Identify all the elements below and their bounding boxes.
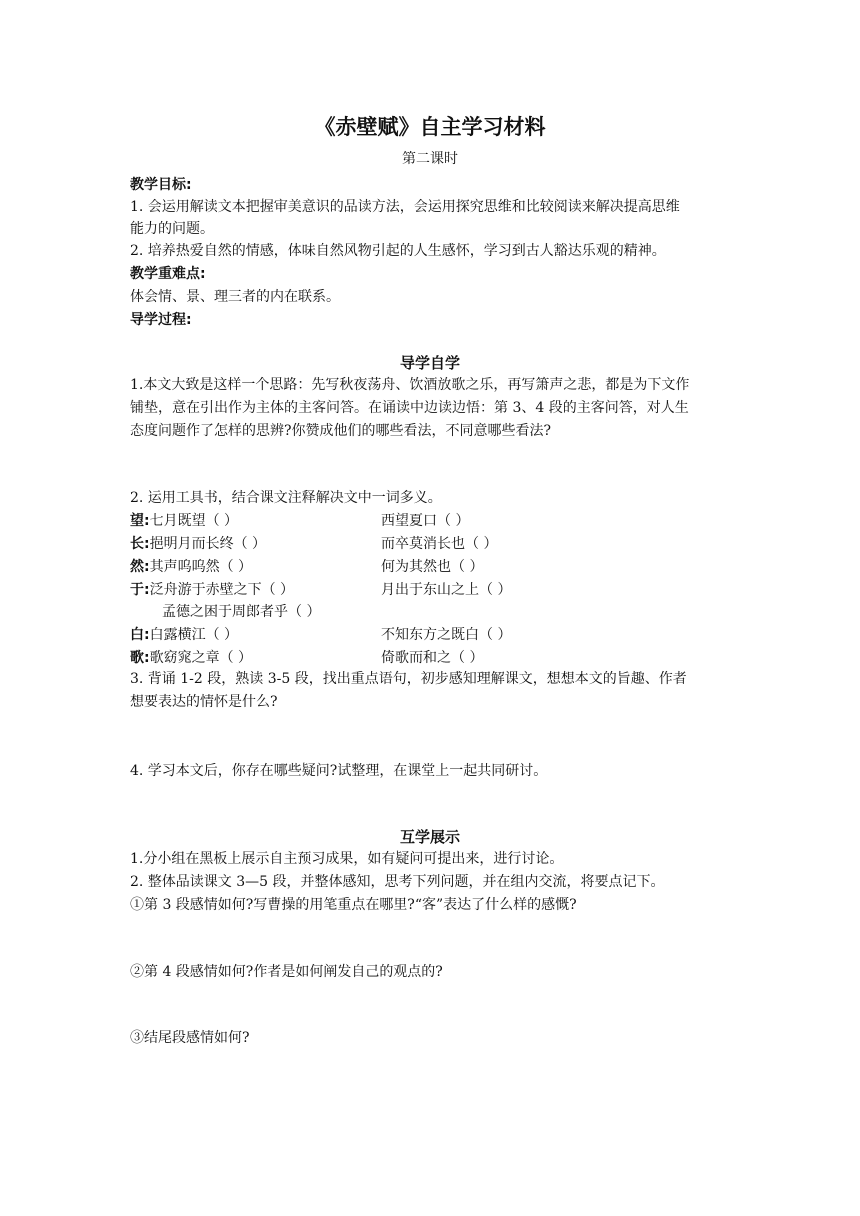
word-row [130,579,512,601]
word-key: 于: [130,582,150,598]
question-4: 4. 学习本文后，你存在哪些疑问?试整理，在课堂上一起共同研讨。 [130,763,548,779]
mutual-point-2: 2. 整体品读课文 3—5 段，并整体感知，思考下列问题，并在组内交流，将要点记下。 [130,874,665,890]
word-row [162,601,320,623]
question-2: 2. 运用工具书，结合课文注释解决文中一词多义。 [130,490,442,506]
word-usage-a: 歌窈窕之章（ ） [149,650,253,666]
question-1-line-2: 铺垫，意在引出作为主体的主客问答。在诵读中边读边悟：第 3、4 段的主客问答，对人生 [130,400,689,416]
word-key: 长: [130,536,150,552]
question-1-line-3: 态度问题作了怎样的思辨?你赞成他们的哪些看法，不同意哪些看法? [130,423,552,439]
word-usage-a: 泛舟游于赤壁之下（ ） [149,582,295,598]
document-subtitle: 第二课时 [402,151,458,167]
question-3-line-2: 想要表达的情怀是什么? [130,694,278,710]
self-study-heading: 导学自学 [399,354,460,372]
word-key: 白: [130,627,150,643]
word-usage-a: 挹明月而长终（ ） [149,536,267,552]
mutual-point-1: 1.分小组在黑板上展示自主预习成果，如有疑问可提出来，进行讨论。 [130,851,564,867]
word-row [130,510,470,532]
word-usage-b: 倚歌而和之（ ） [381,650,484,666]
word-usage-b: 而卒莫消长也（ ） [381,536,498,552]
document-title: 《赤壁赋》自主学习材料 [314,115,546,139]
word-usage-b: 何为其然也（ ） [381,559,484,575]
word-usage-a: 其声呜呜然（ ） [149,559,253,575]
word-usage-a: 白露横江（ ） [149,627,239,643]
word-row [130,533,498,555]
word-row [130,624,512,646]
process-heading: 导学过程: [130,312,192,328]
word-usage-a: 孟德之困于周郎者乎（ ） [162,604,321,620]
key-points-heading: 教学重难点: [130,266,206,282]
word-key: 望: [130,513,150,529]
word-usage-b: 月出于东山之上（ ） [381,582,512,598]
mutual-heading: 互学展示 [399,828,460,846]
objectives-heading: 教学目标: [130,177,192,193]
word-row [130,647,484,669]
question-1-line-1: 1.本文大致是这样一个思路：先写秋夜荡舟、饮酒放歌之乐，再写箫声之悲，都是为下文作 [130,377,690,393]
word-usage-a: 七月既望（ ） [149,513,239,529]
key-points-text: 体会情、景、理三者的内在联系。 [130,289,340,305]
word-usage-b: 西望夏口（ ） [381,513,470,529]
word-row [130,556,484,578]
mutual-sub-question-3: ③结尾段感情如何? [130,1030,250,1046]
objective-1-line-2: 能力的问题。 [130,221,214,237]
word-key: 歌: [130,650,150,666]
mutual-sub-question-1: ①第 3 段感情如何?写曹操的用笔重点在哪里?“客”表达了什么样的感慨? [130,897,577,913]
objective-2: 2. 培养热爱自然的情感，体味自然风物引起的人生感怀，学习到古人豁达乐观的精神。 [130,243,666,259]
objective-1-line-1: 1. 会运用解读文本把握审美意识的品读方法，会运用探究思维和比较阅读来解决提高思维 [130,199,680,215]
question-3-line-1: 3. 背诵 1-2 段，熟读 3-5 段，找出重点语句，初步感知理解课文，想想本文的旨趣、作者 [130,671,687,687]
mutual-sub-question-2: ②第 4 段感情如何?作者是如何阐发自己的观点的? [130,964,443,980]
word-usage-b: 不知东方之既白（ ） [381,627,512,643]
word-key: 然: [130,559,150,575]
